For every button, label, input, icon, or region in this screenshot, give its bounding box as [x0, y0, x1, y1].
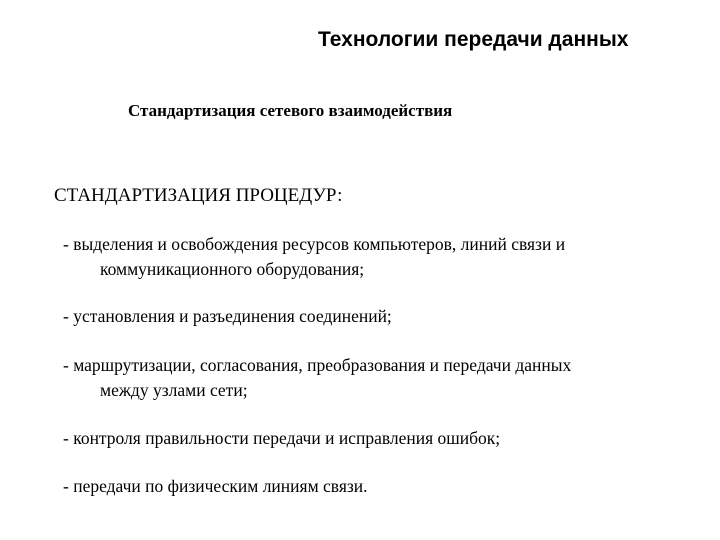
list-item-text: - выделения и освобождения ресурсов компьютеров, линий связи и	[63, 234, 566, 254]
slide-title: Технологии передачи данных	[318, 28, 629, 51]
list-item	[63, 353, 571, 403]
list-item-text: - установления и разъединения соединений;	[63, 306, 392, 326]
list-item-continuation: между узлами сети;	[100, 380, 248, 400]
list-item	[63, 426, 500, 451]
list-item-continuation: коммуникационного оборудования;	[100, 259, 365, 279]
list-item-text: - передачи по физическим линиям связи.	[63, 476, 368, 496]
list-item	[63, 232, 565, 282]
slide-subtitle: Стандартизация сетевого взаимодействия	[128, 101, 453, 120]
list-item-text: - маршрутизации, согласования, преобразования и передачи данных	[63, 355, 572, 375]
list-item-text: - контроля правильности передачи и исправления ошибок;	[63, 428, 501, 448]
list-item	[63, 474, 368, 499]
list-item	[63, 304, 392, 329]
section-heading: СТАНДАРТИЗАЦИЯ ПРОЦЕДУР:	[54, 185, 343, 206]
